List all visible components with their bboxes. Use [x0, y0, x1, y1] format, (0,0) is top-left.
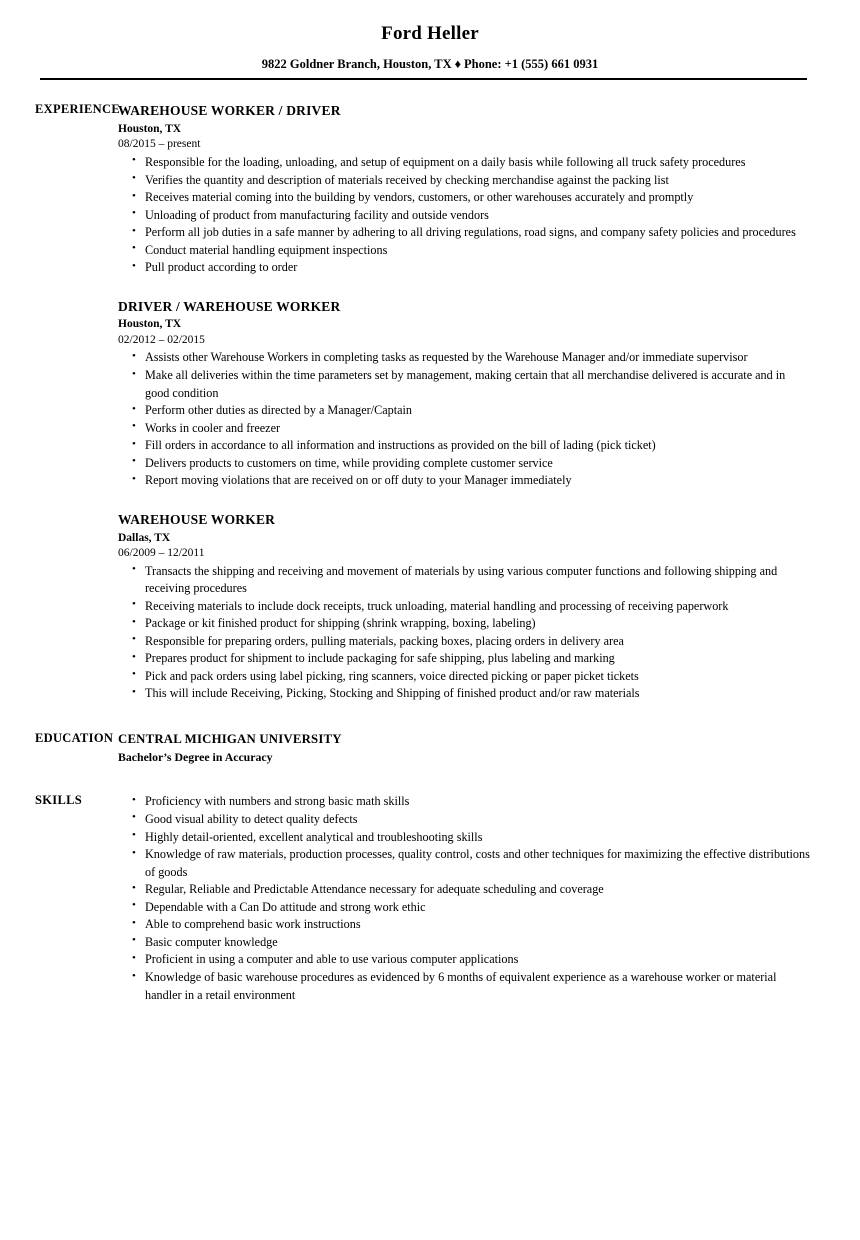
education-school: CENTRAL MICHIGAN UNIVERSITY — [118, 732, 342, 747]
bullet-item: • Package or kit finished product for shipping (shrink wrapping, boxing, labeling) — [118, 615, 810, 633]
skills-section — [0, 793, 860, 1004]
education-section — [0, 731, 860, 766]
contact-line — [0, 57, 860, 73]
skills-body — [118, 793, 860, 1004]
skill-item: • Good visual ability to detect quality defects — [118, 811, 810, 829]
skill-item: • Highly detail-oriented, excellent analytical and troubleshooting skills — [118, 829, 810, 847]
skill-item: • Knowledge of basic warehouse procedures as evidenced by 6 months of equivalent experience as a warehouse worker or material handler in a retail environment — [118, 969, 810, 1004]
job-dates: 08/2015 – present — [118, 138, 201, 151]
bullet-item: • Conduct material handling equipment inspections — [118, 242, 810, 260]
bullet-list — [118, 563, 810, 704]
resume-header — [0, 0, 860, 80]
bullet-item: • Works in cooler and freezer — [118, 420, 810, 438]
skill-item: • Proficiency with numbers and strong basic math skills — [118, 793, 810, 811]
bullet-item: • This will include Receiving, Picking, Stocking and Shipping of finished product and/or raw materials — [118, 685, 810, 703]
skill-item: • Regular, Reliable and Predictable Attendance necessary for adequate scheduling and coverage — [118, 881, 810, 899]
bullet-item: • Responsible for preparing orders, pulling materials, packing boxes, placing orders in delivery area — [118, 633, 810, 651]
bullet-item: • Pick and pack orders using label picking, ring scanners, voice directed picking or paper picket tickets — [118, 668, 810, 686]
skill-item: • Proficient in using a computer and able to use various computer applications — [118, 951, 810, 969]
bullet-list — [118, 154, 810, 277]
job-title: WAREHOUSE WORKER / DRIVER — [118, 103, 341, 119]
bullet-item: • Fill orders in accordance to all information and instructions as provided on the bill of lading (pick ticket) — [118, 437, 810, 455]
section-label-experience: EXPERIENCE — [35, 102, 120, 117]
experience-section — [0, 102, 860, 703]
bullet-item: • Responsible for the loading, unloading, and setup of equipment on a daily basis while following all truck safety procedures — [118, 154, 810, 172]
bullet-item: • Perform all job duties in a safe manner by adhering to all driving regulations, road signs, and company safety policies and procedures — [118, 224, 810, 242]
bullet-item: • Receives material coming into the building by vendors, customers, or other warehouses accurately and promptly — [118, 189, 810, 207]
skill-item: • Able to comprehend basic work instructions — [118, 916, 810, 934]
skill-item: • Knowledge of raw materials, production processes, quality control, costs and other techniques for maximizing the effective distributions of goods — [118, 846, 810, 881]
job-entry — [118, 102, 810, 277]
bullet-item: • Pull product according to order — [118, 259, 810, 277]
bullet-item: • Perform other duties as directed by a Manager/Captain — [118, 402, 810, 420]
education-body — [118, 731, 860, 766]
bullet-list — [118, 349, 810, 490]
job-entry — [118, 511, 810, 703]
job-title: DRIVER / WAREHOUSE WORKER — [118, 298, 341, 314]
job-title: WAREHOUSE WORKER — [118, 511, 276, 527]
bullet-item: • Report moving violations that are received on or off duty to your Manager immediately — [118, 472, 810, 490]
bullet-item: • Prepares product for shipment to include packaging for safe shipping, plus labeling and marking — [118, 650, 810, 668]
contact-phone: Phone: +1 (555) 661 0931 — [464, 56, 599, 71]
bullet-item: • Assists other Warehouse Workers in completing tasks as requested by the Warehouse Manager and/or immediate supervisor — [118, 349, 810, 367]
job-entry — [118, 298, 810, 490]
section-label-skills: SKILLS — [35, 793, 82, 808]
job-dates: 02/2012 – 02/2015 — [118, 333, 205, 346]
bullet-item: • Unloading of product from manufacturing facility and outside vendors — [118, 207, 810, 225]
header-divider — [40, 78, 807, 80]
education-degree: Bachelor’s Degree in Accuracy — [118, 750, 273, 765]
diamond-separator-icon: ♦ — [454, 56, 462, 71]
job-dates: 06/2009 – 12/2011 — [118, 547, 205, 560]
skill-item: • Basic computer knowledge — [118, 934, 810, 952]
job-location: Houston, TX — [118, 318, 182, 331]
job-location: Dallas, TX — [118, 531, 171, 544]
candidate-name: Ford Heller — [381, 23, 479, 44]
bullet-item: • Receiving materials to include dock receipts, truck unloading, material handling and processing of receiving paperwork — [118, 598, 810, 616]
job-location: Houston, TX — [118, 122, 182, 135]
skill-item: • Dependable with a Can Do attitude and strong work ethic — [118, 899, 810, 917]
bullet-item: • Verifies the quantity and description of materials received by checking merchandise against the packing list — [118, 172, 810, 190]
bullet-item: • Transacts the shipping and receiving and movement of materials by using various computer functions and following shipping and receiving procedures — [118, 563, 810, 598]
bullet-item: • Delivers products to customers on time, while providing complete customer service — [118, 455, 810, 473]
section-label-education: EDUCATION — [35, 731, 114, 746]
skills-list — [118, 793, 810, 1004]
contact-address: 9822 Goldner Branch, Houston, TX — [261, 56, 452, 71]
experience-body — [118, 102, 860, 703]
bullet-item: • Make all deliveries within the time parameters set by management, making certain that all merchandise delivered is accurate and in good condition — [118, 367, 810, 402]
